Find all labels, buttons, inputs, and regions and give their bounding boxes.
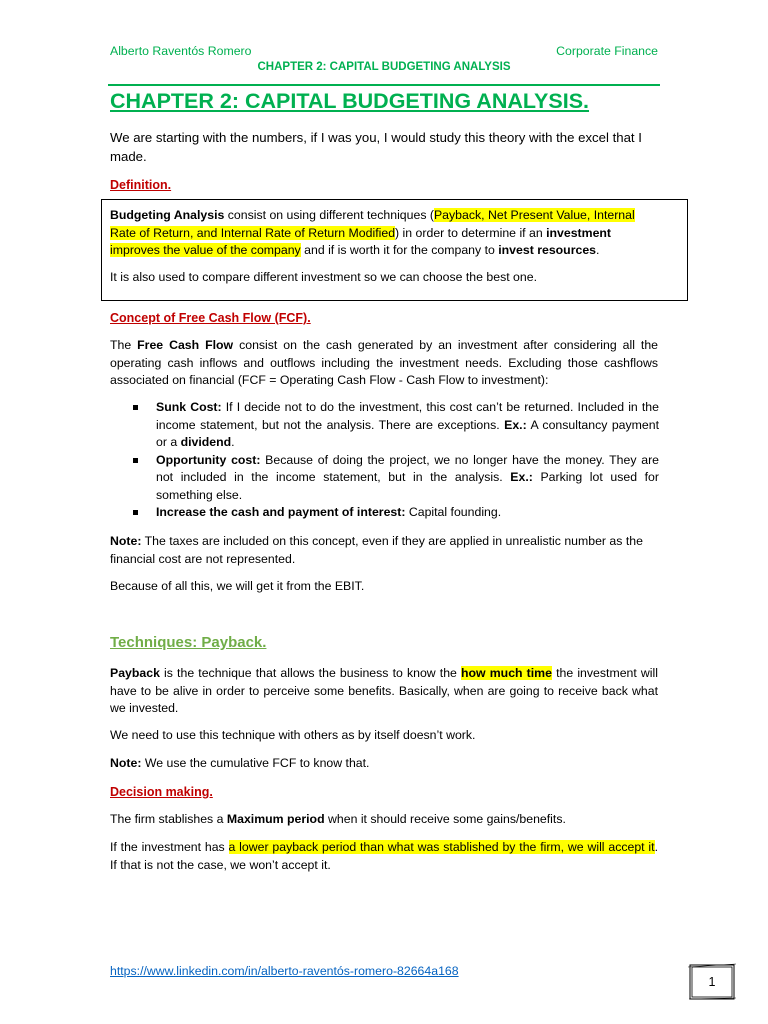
list-item: Opportunity cost: Because of doing the project, we no longer have the money. They are not included in the income statement, but in the analysis. Ex.: Parking lot used for something else. xyxy=(133,452,659,505)
firm-paragraph: The firm stablishes a Maximum period when it should receive some gains/benefits. xyxy=(110,812,566,826)
payback-paragraph: Payback is the technique that allows the business to know the how much time the investment will have to be alive in order to perceive some benefits. Basically, when are going to receive back what we invested. xyxy=(110,666,658,715)
definition-heading: Definition. xyxy=(110,178,172,192)
fcf-bullet-list xyxy=(133,399,659,522)
decision-paragraph: If the investment has a lower payback period than what was stablished by the firm, we will accept it. If that is not the case, we won’t accept it. xyxy=(110,840,658,872)
page-number: 1 xyxy=(708,975,716,989)
header-chapter: CHAPTER 2: CAPITAL BUDGETING ANALYSIS xyxy=(257,61,511,73)
decision-heading: Decision making. xyxy=(110,785,213,799)
page-title: CHAPTER 2: CAPITAL BUDGETING ANALYSIS. xyxy=(110,89,590,113)
linkedin-link[interactable]: https://www.linkedin.com/in/alberto-raventós-romero-82664a168 xyxy=(110,964,459,978)
list-item: Increase the cash and payment of interest: Capital founding. xyxy=(133,504,659,522)
bullet-square-icon xyxy=(133,458,138,463)
header-author: Alberto Raventós Romero xyxy=(110,44,252,58)
list-item: Sunk Cost: If I decide not to do the investment, this cost can’t be returned. Included in the income statement, but not the analysis. There are exceptions. Ex.: A consultancy payment or a dividend. xyxy=(133,399,659,452)
fcf-note: Note: The taxes are included on this concept, even if they are applied in unrealistic number as the financial cost are not represented. xyxy=(110,534,643,566)
payback-heading: Techniques: Payback. xyxy=(110,634,267,651)
payback-note: Note: We use the cumulative FCF to know that. xyxy=(110,756,370,770)
page-number-box xyxy=(688,963,736,1001)
bullet-square-icon xyxy=(133,405,138,410)
intro-paragraph: We are starting with the numbers, if I was you, I would study this theory with the excel that I made. xyxy=(110,130,642,164)
definition-paragraph: Budgeting Analysis consist on using different techniques (Payback, Net Present Value, Internal Rate of Return, and Internal Rate of Return Modified) in order to determine if an investment improves the value of the company and if is worth it for the company to invest resources. xyxy=(110,208,635,257)
ebit-paragraph: Because of all this, we will get it from the EBIT. xyxy=(110,579,365,593)
fcf-paragraph: The Free Cash Flow consist on the cash generated by an investment after considering all the operating cash inflows and outflows including the investment needs. Excluding those cashflows associated on financial (FCF = Operating Cash Flow - Cash Flow to investment): xyxy=(110,338,659,387)
payback-usage-paragraph: We need to use this technique with others as by itself doesn’t work. xyxy=(110,728,476,742)
header-course: Corporate Finance xyxy=(556,44,658,58)
bullet-square-icon xyxy=(133,510,138,515)
fcf-heading: Concept of Free Cash Flow (FCF). xyxy=(110,311,311,325)
definition-compare-paragraph: It is also used to compare different investment so we can choose the best one. xyxy=(110,270,537,284)
